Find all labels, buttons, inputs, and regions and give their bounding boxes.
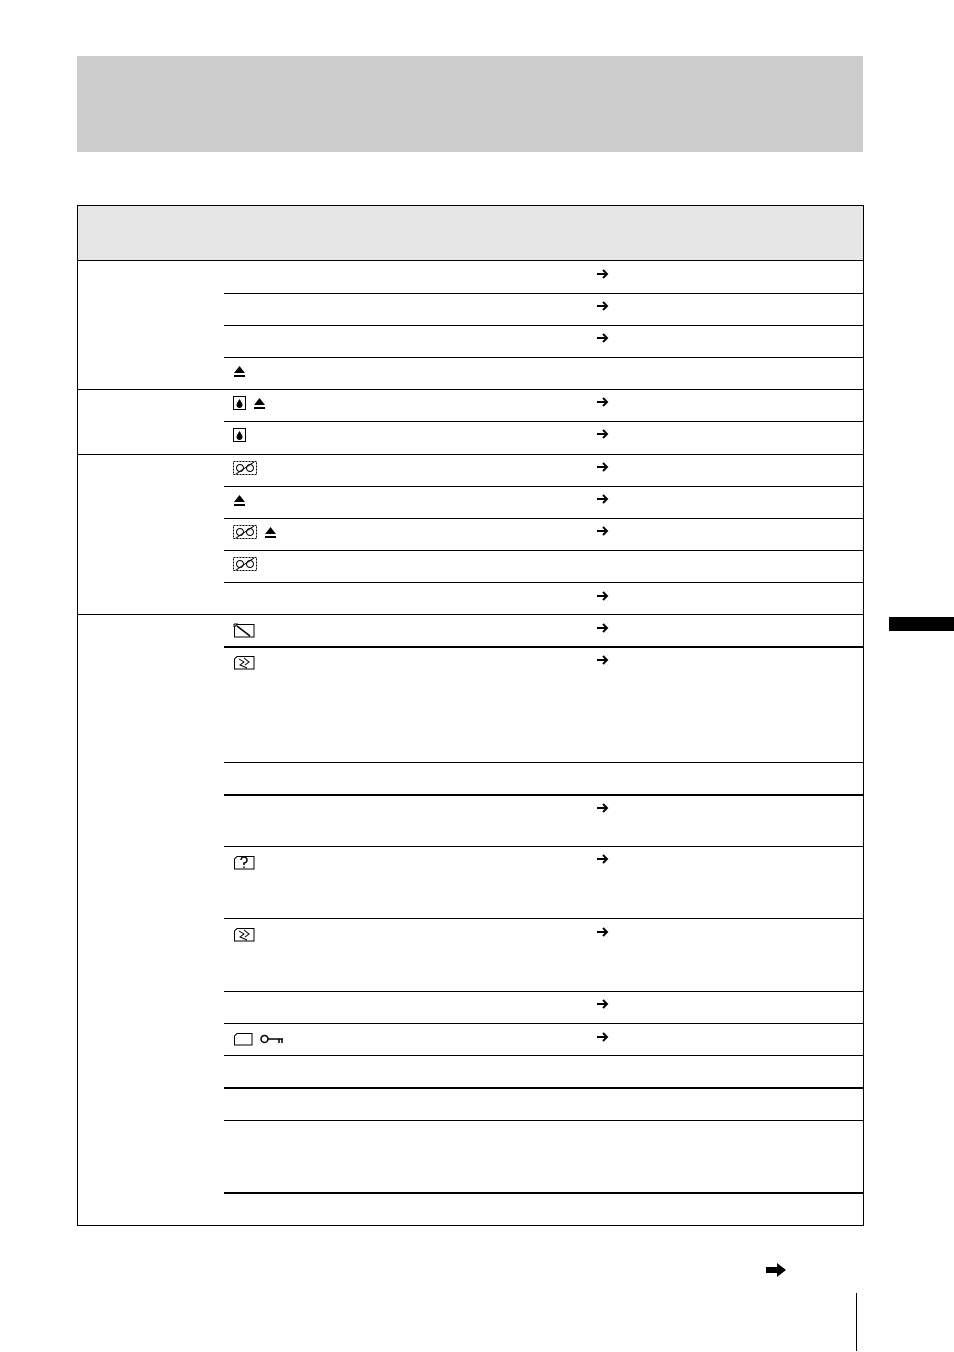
reference-arrow-icon [596,300,610,312]
row-separator [224,550,863,551]
row-icons [233,926,255,942]
reference-arrow-icon [596,525,610,537]
moisture-icon [233,396,246,410]
row-icons [233,363,246,379]
row-icons [233,854,255,870]
eject-icon [253,397,266,410]
row-separator [224,325,863,326]
row-icons [233,524,277,540]
row-separator [224,846,863,847]
row-separator [224,421,863,422]
reference-arrow-icon [596,853,610,865]
row-separator [224,518,863,519]
row-separator [224,1023,863,1024]
card-unknown-icon [233,855,255,870]
reference-arrow-icon [596,461,610,473]
group-separator [78,389,863,390]
reference-arrow-icon [596,428,610,440]
message-table [77,205,864,1226]
key-icon [260,1034,284,1044]
row-separator [224,918,863,919]
row-icons [233,622,255,638]
right-arrow-icon [765,1262,787,1278]
row-separator [224,646,863,648]
eject-icon [233,494,246,507]
row-separator [224,762,863,763]
eject-icon [233,365,246,378]
row-icons [233,395,266,411]
row-separator [224,1192,863,1194]
row-separator [224,991,863,992]
row-separator [224,486,863,487]
reference-arrow-icon [596,590,610,602]
row-separator [224,582,863,583]
reference-arrow-icon [596,268,610,280]
row-separator [224,293,863,294]
row-separator [224,1055,863,1056]
no-tape-icon [233,525,257,539]
section-tab [889,617,954,631]
table-header [78,206,863,261]
no-tape-icon [233,461,257,475]
reference-arrow-icon [596,998,610,1010]
row-icons [233,460,257,476]
moisture-icon [233,428,246,442]
no-card-icon [233,623,255,638]
reference-arrow-icon [596,396,610,408]
row-separator [224,1087,863,1089]
reference-arrow-icon [596,1031,610,1043]
reference-arrow-icon [596,654,610,666]
row-icons [233,1031,284,1047]
card-icon [233,1032,253,1046]
row-icons [233,492,246,508]
row-separator [224,794,863,796]
reference-arrow-icon [596,332,610,344]
group-separator [78,454,863,455]
row-separator [224,1120,863,1121]
row-separator [224,357,863,358]
reference-arrow-icon [596,493,610,505]
no-tape-icon [233,557,257,571]
reference-arrow-icon [596,622,610,634]
card-error-icon [233,655,255,670]
page-number-rule [856,1293,857,1351]
reference-arrow-icon [596,926,610,938]
card-error-icon [233,927,255,942]
group-separator [78,614,863,615]
row-icons [233,427,246,443]
row-icons [233,556,257,572]
title-band [77,56,863,152]
row-icons [233,654,255,670]
eject-icon [264,526,277,539]
reference-arrow-icon [596,802,610,814]
